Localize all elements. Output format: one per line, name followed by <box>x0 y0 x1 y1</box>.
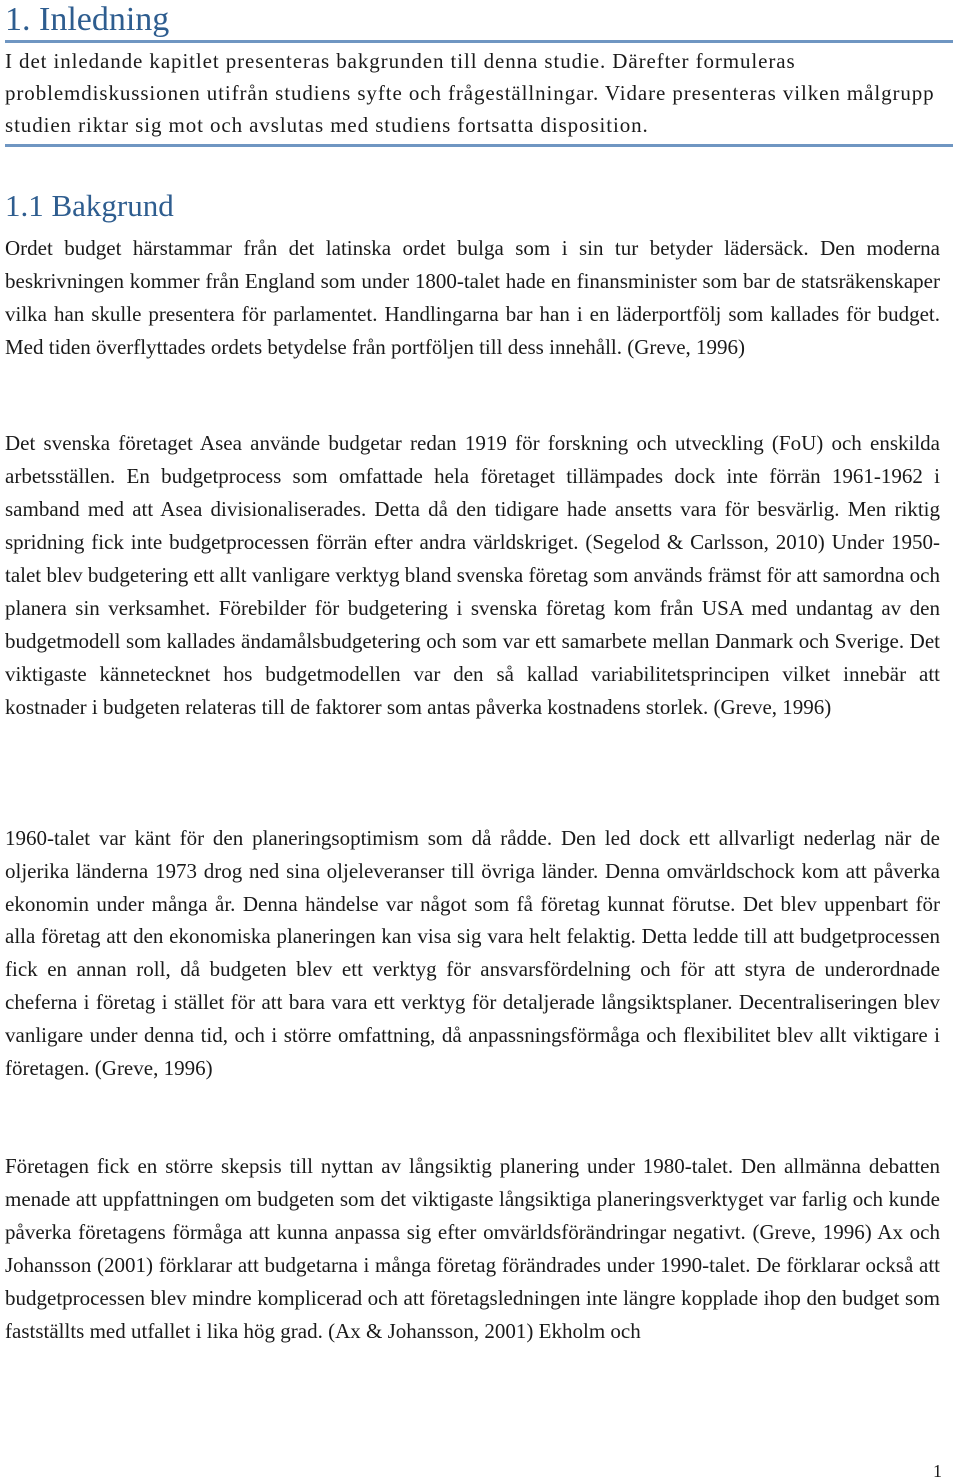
body-paragraph: Det svenska företaget Asea använde budgetar redan 1919 för forskning och utveckling (FoU) och enskilda arbetsställen. En budgetprocess som omfattade hela företaget tillämpades dock inte förrän 1961-1962 i samband med att Asea divisionaliserades. Detta då den tidigare hade ansetts vara för besvärlig. Men riktig spridning fick inte budgetprocessen förrän efter andra världskriget. (Segelod & Carlsson, 2010) Under 1950-talet blev budgetering ett allt vanligare verktyg bland svenska företag som används främst för att samordna och planera sin verksamhet. Förebilder för budgetering i svenska företag kom från USA med undantag av den budgetmodell som kallades ändamålsbudgetering och som var ett samarbete mellan Danmark och Sverige. Det viktigaste kännetecknet hos budgetmodellen var den så kallad variabilitetsprincipen vilket innebär att kostnader i budgeten relateras till de faktorer som antas påverka kostnadens storlek. (Greve, 1996) <box>5 431 940 719</box>
section-heading: 1.1 Bakgrund <box>5 188 174 223</box>
body-paragraph: Företagen fick en större skepsis till nyttan av långsiktig planering under 1980-talet. Den allmänna debatten menade att uppfattningen om budgeten som det viktigaste långsiktiga planeringsverktyget var farlig och kunde påverka företagens förmåga att kunna anpassa sig efter omvärldsförändringar negativt. (Greve, 1996) Ax och Johansson (2001) förklarar att budgetarna i många företag förändrades under 1990-talet. De förklarar också att budgetprocessen blev mindre komplicerad och att företagsledningen inte längre kopplade ihop den budget som fastställts med utfallet i lika hög grad. (Ax & Johansson, 2001) Ekholm och <box>5 1154 940 1343</box>
page-number: 1 <box>933 1461 942 1481</box>
body-paragraph: 1960-talet var känt för den planeringsoptimism som då rådde. Den led dock ett allvarligt nederlag när de oljerika länderna 1973 drog ned sina oljeleveranser till övriga länder. Denna omvärldschock kom att påverka ekonomin under många år. Denna händelse var något som få företag kunnat förutse. Det blev uppenbart för alla företag att den ekonomiska planeringen kan visa sig vara helt felaktig. Detta ledde till att budgetprocessen fick en annan roll, då budgeten blev ett verktyg för ansvarsfördelning och för att styra de underordnade cheferna i företag i stället för att bara vara ett verktyg för detaljerade långsiktsplaner. Decentraliseringen blev vanligare under denna tid, och i större omfattning, då anpassningsförmåga och flexibilitet blev allt viktigare i företagen. (Greve, 1996) <box>5 826 940 1080</box>
chapter-intro: I det inledande kapitlet presenteras bakgrunden till denna studie. Därefter formuleras problemdiskussionen utifrån studiens syfte och frågeställningar. Vidare presenteras vilken målgrupp studien riktar sig mot och avslutas med studiens fortsatta disposition. <box>5 49 935 137</box>
heading-rule-bottom <box>5 144 953 147</box>
chapter-heading: 1. Inledning <box>5 1 170 38</box>
heading-rule-top <box>5 40 953 43</box>
body-paragraph: Ordet budget härstammar från det latinska ordet bulga som i sin tur betyder lädersäck. Den moderna beskrivningen kommer från England som under 1800-talet hade en finansminister som bar de statsräkenskaper vilka han skulle presentera för parlamentet. Handlingarna bar han i en läderportfölj som kallades för budget. Med tiden överflyttades ordets betydelse från portföljen till dess innehåll. (Greve, 1996) <box>5 236 940 359</box>
